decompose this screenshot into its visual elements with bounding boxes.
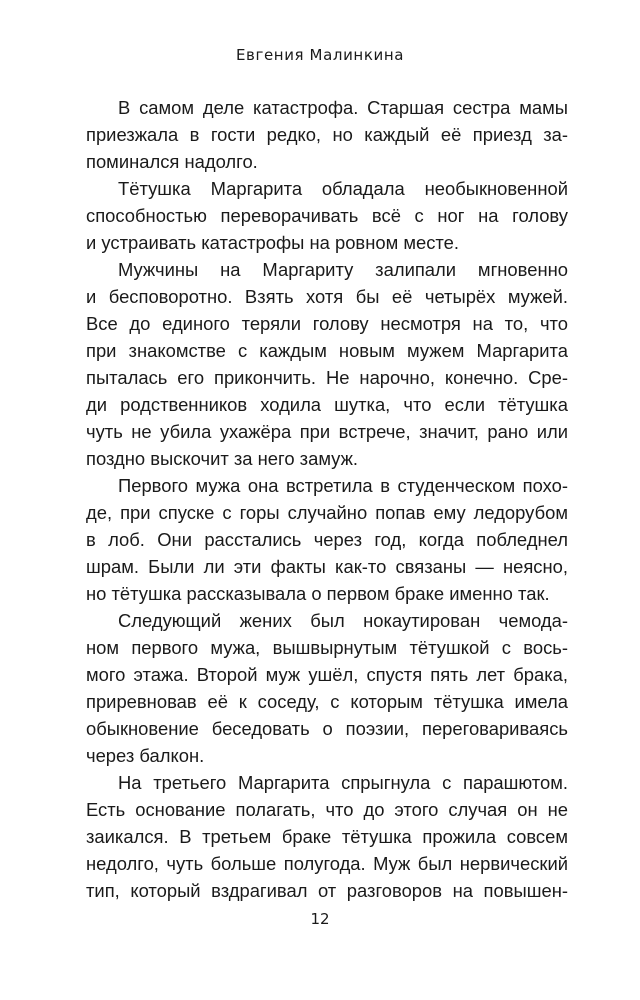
paragraph [86,769,568,904]
text-line: способностью переворачивать всё с ног на голову [86,205,568,226]
text-line: но тётушка рассказывала о первом браке именно так. [86,583,550,604]
paragraph [86,256,568,472]
text-line: поминался надолго. [86,151,258,172]
paragraph [86,94,568,175]
text-line: тип, который вздрагивал от разговоров на повышен- [86,880,568,901]
text-line: при знакомстве с каждым новым мужем Маргарита [86,340,568,361]
text-line: заикался. В третьем браке тётушка прожила совсем [86,826,568,847]
text-line: через балкон. [86,745,205,766]
text-line: и бесповоротно. Взять хотя бы её четырёх мужей. [86,286,568,307]
text-line: недолго, чуть больше полугода. Муж был нервический [86,853,568,874]
text-line: поздно выскочит за него замуж. [86,448,358,469]
text-line: ном первого мужа, вышвырнутым тётушкой с вось- [86,637,568,658]
paragraph [86,607,568,769]
text-line: На третьего Маргарита спрыгнула с парашютом. [118,772,568,793]
text-line: Мужчины на Маргариту залипали мгновенно [118,259,568,280]
text-line: обыкновение беседовать о поэзии, переговариваясь [86,718,568,739]
text-line: Все до единого теряли голову несмотря на то, что [86,313,568,334]
text-line: шрам. Были ли эти факты как-то связаны — неясно, [86,556,568,577]
text-line: Следующий жених был нокаутирован чемода- [118,610,568,631]
text-line: в лоб. Они расстались через год, когда побледнел [86,529,568,550]
body-text [86,94,568,904]
paragraph [86,175,568,256]
text-line: пыталась его прикончить. Не нарочно, конечно. Сре- [86,367,568,388]
text-line: ди родственников ходила шутка, что если тётушка [86,394,568,415]
page-number: 12 [310,910,330,928]
text-line: мого этажа. Второй муж ушёл, спустя пять лет брака, [86,664,568,685]
text-line: Есть основание полагать, что до этого случая он не [86,799,568,820]
text-line: и устраивать катастрофы на ровном месте. [86,232,459,253]
text-line: Первого мужа она встретила в студенческом похо- [118,475,568,496]
text-line: приезжала в гости редко, но каждый её приезд за- [86,124,568,145]
paragraph [86,472,568,607]
text-line: В самом деле катастрофа. Старшая сестра мамы [118,97,568,118]
text-line: Тётушка Маргарита обладала необыкновенной [118,178,568,199]
text-line: приревновав её к соседу, с которым тётушка имела [86,691,568,712]
text-line: чуть не убила ухажёра при встрече, значит, рано или [86,421,568,442]
running-head-author: Евгения Малинкина [235,46,405,64]
text-line: де, при спуске с горы случайно попав ему ледорубом [86,502,568,523]
